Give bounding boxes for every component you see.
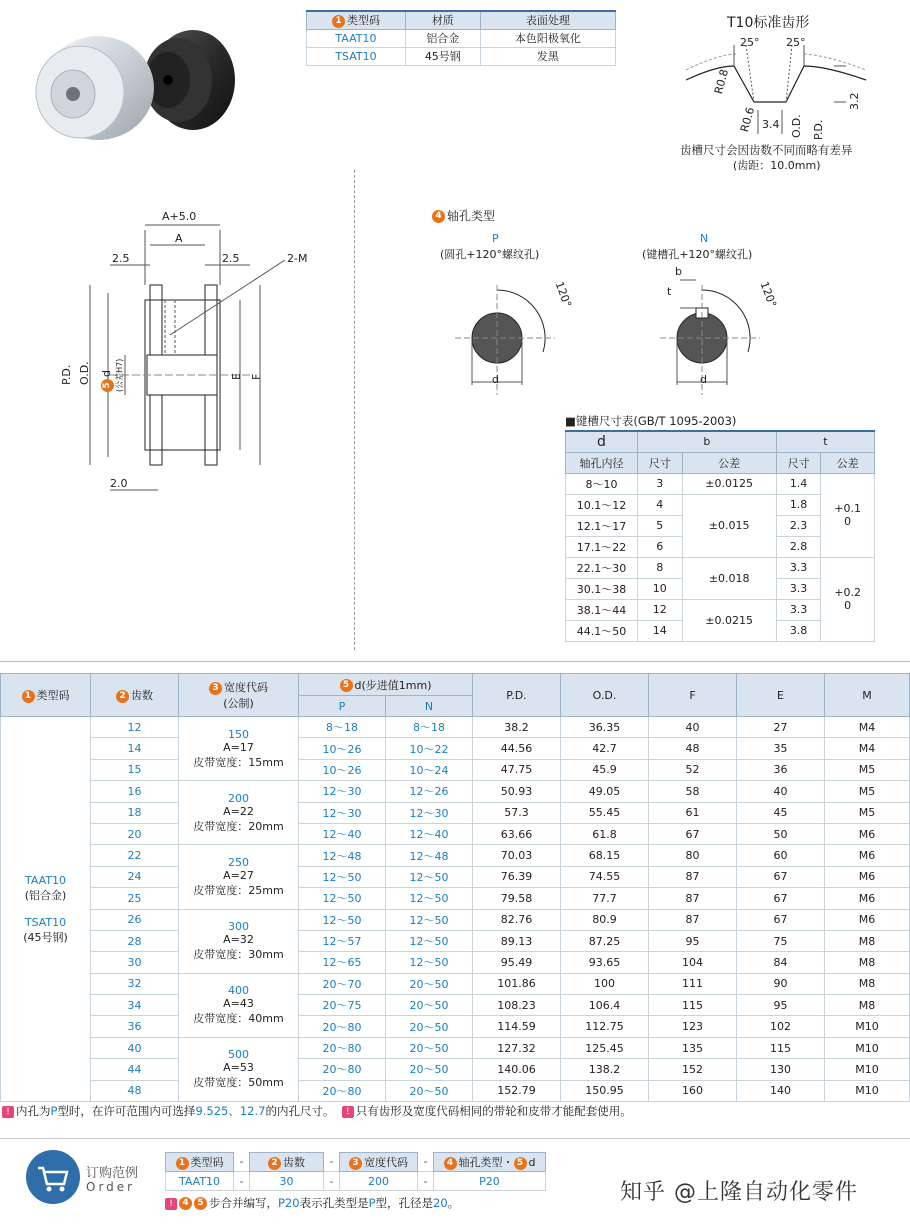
cell: 101.86 bbox=[473, 973, 561, 994]
cell: 10～26 bbox=[299, 738, 386, 759]
dim-right: 2.5 bbox=[222, 252, 240, 265]
cell: 10 bbox=[638, 578, 683, 599]
pulley-drawing bbox=[50, 205, 350, 505]
table-row bbox=[1, 952, 910, 973]
cell: M10 bbox=[825, 1016, 910, 1037]
dim-d-tol: (公差H7) bbox=[115, 358, 124, 392]
cell: 49.05 bbox=[561, 781, 649, 802]
cell: 22.1～30 bbox=[566, 557, 638, 578]
mh-od: O.D. bbox=[561, 674, 649, 717]
cell: 25 bbox=[91, 888, 179, 909]
cell: ±0.0215 bbox=[682, 599, 776, 641]
kh-size: 尺寸 bbox=[638, 452, 683, 473]
cell: 67 bbox=[737, 866, 825, 887]
cell: 115 bbox=[737, 1037, 825, 1058]
divider-vertical bbox=[354, 170, 355, 650]
bore-n-d: d bbox=[700, 373, 707, 386]
cell: 108.23 bbox=[473, 995, 561, 1016]
cell: 26 bbox=[91, 909, 179, 930]
cell: 3.3 bbox=[776, 557, 821, 578]
order-label: 订购范例 bbox=[86, 1166, 139, 1181]
cell: 76.39 bbox=[473, 866, 561, 887]
width-cell: 250 A=27 皮带宽度：25mm bbox=[179, 845, 299, 909]
cell: M8 bbox=[825, 930, 910, 951]
cell: 80 bbox=[649, 845, 737, 866]
cell: 150.95 bbox=[561, 1080, 649, 1101]
cell: M5 bbox=[825, 802, 910, 823]
cell: 47.75 bbox=[473, 759, 561, 780]
note-icon: ! bbox=[342, 1106, 354, 1118]
cell: 127.32 bbox=[473, 1037, 561, 1058]
mh-e: E bbox=[737, 674, 825, 717]
dim-f: F bbox=[250, 373, 263, 380]
cell: M5 bbox=[825, 759, 910, 780]
cell: 100 bbox=[561, 973, 649, 994]
dim-od: O.D. bbox=[78, 361, 91, 385]
bore-n-drawing bbox=[660, 270, 800, 400]
bore-p-desc: (圆孔+120°螺纹孔) bbox=[440, 248, 540, 261]
cell: 20～50 bbox=[386, 1080, 473, 1101]
cell: M10 bbox=[825, 1037, 910, 1058]
cell: 79.58 bbox=[473, 888, 561, 909]
cell: M6 bbox=[825, 823, 910, 844]
ov-width: 200 bbox=[340, 1172, 418, 1191]
cell: 8～10 bbox=[566, 473, 638, 494]
mh-f: F bbox=[649, 674, 737, 717]
oh-type: 1 类型码 bbox=[166, 1153, 234, 1172]
cell: 1.8 bbox=[776, 494, 821, 515]
cell: 16 bbox=[91, 781, 179, 802]
cell: 12～30 bbox=[299, 781, 386, 802]
cell: TAAT10 bbox=[307, 29, 406, 47]
cell: 87 bbox=[649, 888, 737, 909]
cell: 10～22 bbox=[386, 738, 473, 759]
cell: 3.3 bbox=[776, 599, 821, 620]
cell: ±0.0125 bbox=[682, 473, 776, 494]
cell: 12～50 bbox=[299, 866, 386, 887]
kh-tol: 公差 bbox=[821, 452, 875, 473]
table-row bbox=[1, 1037, 910, 1058]
cell: 160 bbox=[649, 1080, 737, 1101]
mh-teeth: 2 齿数 bbox=[91, 674, 179, 717]
material-table bbox=[306, 10, 616, 66]
cell: 12～40 bbox=[299, 823, 386, 844]
cell: 140.06 bbox=[473, 1059, 561, 1080]
cell: 84 bbox=[737, 952, 825, 973]
angle-right: 25° bbox=[786, 36, 806, 49]
kh-d2: 轴孔内径 bbox=[566, 452, 638, 473]
cell: 87.25 bbox=[561, 930, 649, 951]
table-row bbox=[1, 717, 910, 738]
cell: 57.3 bbox=[473, 802, 561, 823]
dim-screw: 2-M bbox=[287, 252, 308, 265]
cell: M8 bbox=[825, 995, 910, 1016]
order-label-en: Order bbox=[86, 1180, 136, 1194]
cell: 123 bbox=[649, 1016, 737, 1037]
type-cell: TAAT10 (铝合金) TSAT10 (45号钢) bbox=[1, 717, 91, 1102]
table-row bbox=[1, 888, 910, 909]
angle-left: 25° bbox=[740, 36, 760, 49]
cell: 130 bbox=[737, 1059, 825, 1080]
cell: 82.76 bbox=[473, 909, 561, 930]
table-row bbox=[1, 802, 910, 823]
cell: 95 bbox=[737, 995, 825, 1016]
cell: 12～50 bbox=[386, 952, 473, 973]
cell: 12～30 bbox=[299, 802, 386, 823]
cell: 48 bbox=[91, 1080, 179, 1101]
bore-n-angle: 120° bbox=[757, 279, 779, 310]
cell: 70.03 bbox=[473, 845, 561, 866]
cell: 52 bbox=[649, 759, 737, 780]
cell: 140 bbox=[737, 1080, 825, 1101]
dim-left: 2.5 bbox=[112, 252, 130, 265]
cell: 12.1～17 bbox=[566, 515, 638, 536]
dim-e: E bbox=[230, 373, 243, 380]
cell: 152 bbox=[649, 1059, 737, 1080]
cell: 36 bbox=[91, 1016, 179, 1037]
cell: M10 bbox=[825, 1059, 910, 1080]
kh-tol: 公差 bbox=[682, 452, 776, 473]
cart-icon bbox=[26, 1150, 80, 1204]
cell: 12～65 bbox=[299, 952, 386, 973]
cell: 20～50 bbox=[386, 1059, 473, 1080]
cell: 115 bbox=[649, 995, 737, 1016]
cell: 12～50 bbox=[386, 930, 473, 951]
kh-t: t bbox=[776, 431, 874, 452]
r2-label: R0.6 bbox=[738, 105, 758, 134]
cell: 14 bbox=[638, 620, 683, 641]
cell: 111 bbox=[649, 973, 737, 994]
cell: 63.66 bbox=[473, 823, 561, 844]
cell: 本色阳极氧化 bbox=[480, 29, 615, 47]
cell: M6 bbox=[825, 845, 910, 866]
bore-n-t: t bbox=[667, 285, 672, 298]
mh-p: P bbox=[299, 696, 386, 717]
cell: 68.15 bbox=[561, 845, 649, 866]
cell: 12～50 bbox=[299, 909, 386, 930]
table-row bbox=[1, 781, 910, 802]
cell: 80.9 bbox=[561, 909, 649, 930]
cell: 22 bbox=[91, 845, 179, 866]
cell: 36 bbox=[737, 759, 825, 780]
cell: 3.8 bbox=[776, 620, 821, 641]
tooth-note: 齿槽尺寸会因齿数不同而略有差异 bbox=[680, 143, 853, 157]
cell: 30.1～38 bbox=[566, 578, 638, 599]
header-surface: 表面处理 bbox=[480, 11, 615, 29]
cell: 12～57 bbox=[299, 930, 386, 951]
product-photo bbox=[18, 18, 243, 143]
tooth-profile-title: T10标准齿形 bbox=[727, 15, 810, 31]
cell: 10.1～12 bbox=[566, 494, 638, 515]
cell: 12～40 bbox=[386, 823, 473, 844]
cell: 114.59 bbox=[473, 1016, 561, 1037]
order-note: ! 4 5 步合并编写，P20表示孔类型是P型，孔径是20。 bbox=[165, 1195, 459, 1211]
bore-p-angle: 120° bbox=[552, 279, 574, 310]
cell: 20～80 bbox=[299, 1059, 386, 1080]
dash: - bbox=[239, 1155, 244, 1169]
dim-a: A bbox=[175, 232, 183, 245]
height-label: 3.2 bbox=[848, 92, 861, 110]
cell: 55.45 bbox=[561, 802, 649, 823]
cell: 20～75 bbox=[299, 995, 386, 1016]
width-cell: 400 A=43 皮带宽度：40mm bbox=[179, 973, 299, 1037]
divider-horizontal bbox=[0, 661, 910, 662]
cell: 50.93 bbox=[473, 781, 561, 802]
cell: 87 bbox=[649, 909, 737, 930]
kh-d: d bbox=[566, 431, 638, 452]
cell: 20～80 bbox=[299, 1037, 386, 1058]
table-row bbox=[1, 1059, 910, 1080]
pd-label: P.D. bbox=[812, 119, 825, 140]
table-row bbox=[1, 866, 910, 887]
cell: 45.9 bbox=[561, 759, 649, 780]
bore-p-d: d bbox=[492, 373, 499, 386]
dash: - bbox=[418, 1172, 434, 1191]
dash: - bbox=[234, 1172, 250, 1191]
header-material: 材质 bbox=[405, 11, 480, 29]
cell: 12～48 bbox=[386, 845, 473, 866]
width-cell: 150 A=17 皮带宽度：15mm bbox=[179, 717, 299, 781]
cell: M6 bbox=[825, 909, 910, 930]
table-row bbox=[1, 845, 910, 866]
dash: - bbox=[329, 1155, 334, 1169]
cell: 38.1～44 bbox=[566, 599, 638, 620]
cell: 34 bbox=[91, 995, 179, 1016]
cell: 12 bbox=[91, 717, 179, 738]
cell: 30 bbox=[91, 952, 179, 973]
oh-bore: 4 轴孔类型・ 5 d bbox=[434, 1153, 546, 1172]
dim-bottom: 2.0 bbox=[110, 477, 128, 490]
table-row bbox=[1, 1016, 910, 1037]
cell: TSAT10 bbox=[307, 47, 406, 65]
bore-p-drawing bbox=[455, 270, 595, 400]
cell: M4 bbox=[825, 717, 910, 738]
mh-pd: P.D. bbox=[473, 674, 561, 717]
width-cell: 200 A=22 皮带宽度：20mm bbox=[179, 781, 299, 845]
table-row bbox=[1, 759, 910, 780]
cell: 12 bbox=[638, 599, 683, 620]
cell: 27 bbox=[737, 717, 825, 738]
cell: 8 bbox=[638, 557, 683, 578]
cell: 18 bbox=[91, 802, 179, 823]
cell: 95.49 bbox=[473, 952, 561, 973]
bore-n-b: b bbox=[675, 265, 682, 278]
cell: 75 bbox=[737, 930, 825, 951]
cell: 20～80 bbox=[299, 1080, 386, 1101]
cell: 44.56 bbox=[473, 738, 561, 759]
cell: 67 bbox=[737, 888, 825, 909]
cell: 20 bbox=[91, 823, 179, 844]
cell: 5 bbox=[638, 515, 683, 536]
header-type: 1 类型码 bbox=[307, 11, 406, 29]
table-row bbox=[1, 909, 910, 930]
cell: 2.8 bbox=[776, 536, 821, 557]
bore-n-code: N bbox=[700, 232, 709, 245]
cell: +0.2 0 bbox=[821, 557, 875, 641]
cell: 67 bbox=[737, 909, 825, 930]
cell: 67 bbox=[649, 823, 737, 844]
cell: 138.2 bbox=[561, 1059, 649, 1080]
cell: 40 bbox=[737, 781, 825, 802]
cell: 60 bbox=[737, 845, 825, 866]
cell: 6 bbox=[638, 536, 683, 557]
cell: 104 bbox=[649, 952, 737, 973]
cell: 8～18 bbox=[386, 717, 473, 738]
mh-m: M bbox=[825, 674, 910, 717]
table-row bbox=[1, 823, 910, 844]
width-cell: 300 A=32 皮带宽度：30mm bbox=[179, 909, 299, 973]
cell: 3.3 bbox=[776, 578, 821, 599]
cell: 48 bbox=[649, 738, 737, 759]
cell: 10～24 bbox=[386, 759, 473, 780]
cell: ±0.015 bbox=[682, 494, 776, 557]
cell: 12～50 bbox=[386, 909, 473, 930]
mh-width: 3 宽度代码 (公制) bbox=[179, 674, 299, 717]
cell: M5 bbox=[825, 781, 910, 802]
oh-teeth: 2 齿数 bbox=[250, 1153, 324, 1172]
table-row bbox=[1, 973, 910, 994]
r1-label: R0.8 bbox=[712, 67, 732, 96]
bore-p-code: P bbox=[492, 232, 499, 245]
cell: 93.65 bbox=[561, 952, 649, 973]
cell: 3 bbox=[638, 473, 683, 494]
cell: 20～70 bbox=[299, 973, 386, 994]
cell: 95 bbox=[649, 930, 737, 951]
cell: 77.7 bbox=[561, 888, 649, 909]
cell: 20～80 bbox=[299, 1016, 386, 1037]
note-bore: ! 内孔为P型时，在许可范围内可选择9.525、12.7的内孔尺寸。 ! 只有齿形及宽度代码相同的带轮和皮带才能配套使用。 bbox=[2, 1103, 632, 1119]
watermark: 知乎 @上隆自动化零件 bbox=[620, 1180, 858, 1205]
cell: 28 bbox=[91, 930, 179, 951]
dim-pd: P.D. bbox=[60, 364, 73, 385]
cell: 20～50 bbox=[386, 995, 473, 1016]
dash: - bbox=[423, 1155, 428, 1169]
cell: M8 bbox=[825, 973, 910, 994]
cell: M4 bbox=[825, 738, 910, 759]
ov-type: TAAT10 bbox=[166, 1172, 234, 1191]
cell: 35 bbox=[737, 738, 825, 759]
dim-a-plus: A+5.0 bbox=[162, 210, 197, 223]
tooth-pitch: (齿距：10.0mm) bbox=[733, 159, 821, 172]
cell: 1.4 bbox=[776, 473, 821, 494]
keyway-table bbox=[565, 430, 875, 642]
cell: 17.1～22 bbox=[566, 536, 638, 557]
cell: M10 bbox=[825, 1080, 910, 1101]
ov-teeth: 30 bbox=[250, 1172, 324, 1191]
width-cell: 500 A=53 皮带宽度：50mm bbox=[179, 1037, 299, 1101]
cell: 14 bbox=[91, 738, 179, 759]
cell: 32 bbox=[91, 973, 179, 994]
keyway-title: ■键槽尺寸表(GB/T 1095-2003) bbox=[565, 414, 737, 428]
dim-d: 5d bbox=[100, 370, 114, 392]
table-row bbox=[1, 738, 910, 759]
cell: 89.13 bbox=[473, 930, 561, 951]
cell: 45 bbox=[737, 802, 825, 823]
cell: 45号钢 bbox=[405, 47, 480, 65]
cell: 152.79 bbox=[473, 1080, 561, 1101]
note-icon: ! bbox=[2, 1106, 14, 1118]
cell: 102 bbox=[737, 1016, 825, 1037]
cell: 40 bbox=[91, 1037, 179, 1058]
cell: 15 bbox=[91, 759, 179, 780]
order-table bbox=[165, 1152, 546, 1191]
cell: 125.45 bbox=[561, 1037, 649, 1058]
cell: 61.8 bbox=[561, 823, 649, 844]
table-row bbox=[1, 1080, 910, 1101]
cell: 87 bbox=[649, 866, 737, 887]
table-row bbox=[1, 995, 910, 1016]
mh-n: N bbox=[386, 696, 473, 717]
cell: M6 bbox=[825, 888, 910, 909]
mh-d: 5 d(步进值1mm) bbox=[299, 674, 473, 696]
cell: 发黑 bbox=[480, 47, 615, 65]
table-row bbox=[1, 930, 910, 951]
cell: 20～50 bbox=[386, 1016, 473, 1037]
cell: 38.2 bbox=[473, 717, 561, 738]
cell: 4 bbox=[638, 494, 683, 515]
cell: 90 bbox=[737, 973, 825, 994]
cell: 44.1～50 bbox=[566, 620, 638, 641]
cell: 36.35 bbox=[561, 717, 649, 738]
oh-width: 3 宽度代码 bbox=[340, 1153, 418, 1172]
kh-b: b bbox=[638, 431, 777, 452]
width-label: 3.4 bbox=[762, 118, 780, 131]
cell: 12～50 bbox=[386, 866, 473, 887]
bore-n-desc: (键槽孔+120°螺纹孔) bbox=[642, 248, 753, 261]
cell: 40 bbox=[649, 717, 737, 738]
cell: ±0.018 bbox=[682, 557, 776, 599]
cell: 74.55 bbox=[561, 866, 649, 887]
mh-type: 1 类型码 bbox=[1, 674, 91, 717]
cell: 12～48 bbox=[299, 845, 386, 866]
cell: 58 bbox=[649, 781, 737, 802]
cell: 44 bbox=[91, 1059, 179, 1080]
spec-table bbox=[0, 673, 910, 1102]
od-label: O.D. bbox=[790, 114, 803, 138]
cell: 61 bbox=[649, 802, 737, 823]
cell: 106.4 bbox=[561, 995, 649, 1016]
bore-title: 4 轴孔类型 bbox=[432, 207, 495, 224]
cell: 20～50 bbox=[386, 1037, 473, 1058]
cell: M8 bbox=[825, 952, 910, 973]
cell: 12～26 bbox=[386, 781, 473, 802]
kh-size: 尺寸 bbox=[776, 452, 821, 473]
cell: 112.75 bbox=[561, 1016, 649, 1037]
cell: 135 bbox=[649, 1037, 737, 1058]
cell: 42.7 bbox=[561, 738, 649, 759]
cell: +0.1 0 bbox=[821, 473, 875, 557]
cell: 50 bbox=[737, 823, 825, 844]
cell: 12～30 bbox=[386, 802, 473, 823]
ov-bore: P20 bbox=[434, 1172, 546, 1191]
cell: 10～26 bbox=[299, 759, 386, 780]
cell: 20～50 bbox=[386, 973, 473, 994]
cell: M6 bbox=[825, 866, 910, 887]
cell: 24 bbox=[91, 866, 179, 887]
cell: 12～50 bbox=[386, 888, 473, 909]
dash: - bbox=[324, 1172, 340, 1191]
cell: 铝合金 bbox=[405, 29, 480, 47]
cell: 8～18 bbox=[299, 717, 386, 738]
cell: 12～50 bbox=[299, 888, 386, 909]
note-icon: ! bbox=[165, 1198, 177, 1210]
cell: 2.3 bbox=[776, 515, 821, 536]
